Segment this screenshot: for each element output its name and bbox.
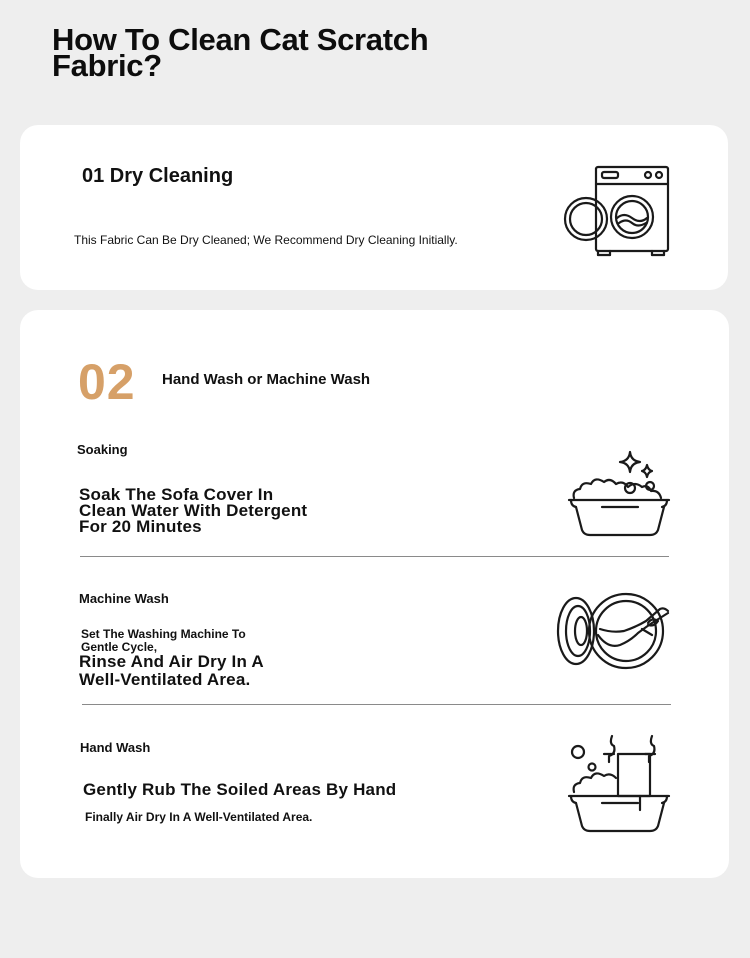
machine-wash-line-1: Rinse And Air Dry In A <box>79 652 264 671</box>
dry-cleaning-description: This Fabric Can Be Dry Cleaned; We Recommend Dry Cleaning Initially. <box>74 233 458 247</box>
divider-soaking <box>80 556 669 557</box>
hand-wash-line-1: Gently Rub The Soiled Areas By Hand <box>83 780 397 799</box>
soaking-description <box>79 487 307 535</box>
dry-cleaning-card <box>20 125 728 290</box>
hand-wash-basin-icon <box>568 732 672 834</box>
washing-card <box>20 310 729 878</box>
machine-wash-small-text <box>81 628 246 654</box>
page-title <box>52 22 429 83</box>
soaking-line-2: Clean Water With Detergent <box>79 501 308 520</box>
soaking-basin-icon <box>568 450 672 538</box>
machine-wash-line-2: Well-Ventilated Area. <box>79 670 251 689</box>
dry-cleaning-heading: 01 Dry Cleaning <box>82 165 234 187</box>
soaking-line-3: For 20 Minutes <box>79 517 202 536</box>
hand-wash-line-2: Finally Air Dry In A Well-Ventilated Area. <box>85 810 313 824</box>
hand-wash-label: Hand Wash <box>80 740 151 755</box>
machine-drum-icon <box>556 593 674 669</box>
machine-wash-label: Machine Wash <box>79 591 169 606</box>
machine-wash-small-line-1: Set The Washing Machine To <box>81 627 246 641</box>
machine-wash-description <box>79 653 264 689</box>
machine-wash-small-line-2: Gentle Cycle, <box>81 640 158 654</box>
divider-machine-wash <box>82 704 671 705</box>
title-line-2: Fabric? <box>52 48 162 83</box>
step-number: 02 <box>78 354 136 410</box>
washing-heading: Hand Wash or Machine Wash <box>162 371 371 388</box>
soaking-line-1: Soak The Sofa Cover In <box>79 485 274 504</box>
soaking-label: Soaking <box>77 442 128 457</box>
title-line-1: How To Clean Cat Scratch <box>52 22 429 57</box>
washing-machine-icon <box>564 165 672 257</box>
